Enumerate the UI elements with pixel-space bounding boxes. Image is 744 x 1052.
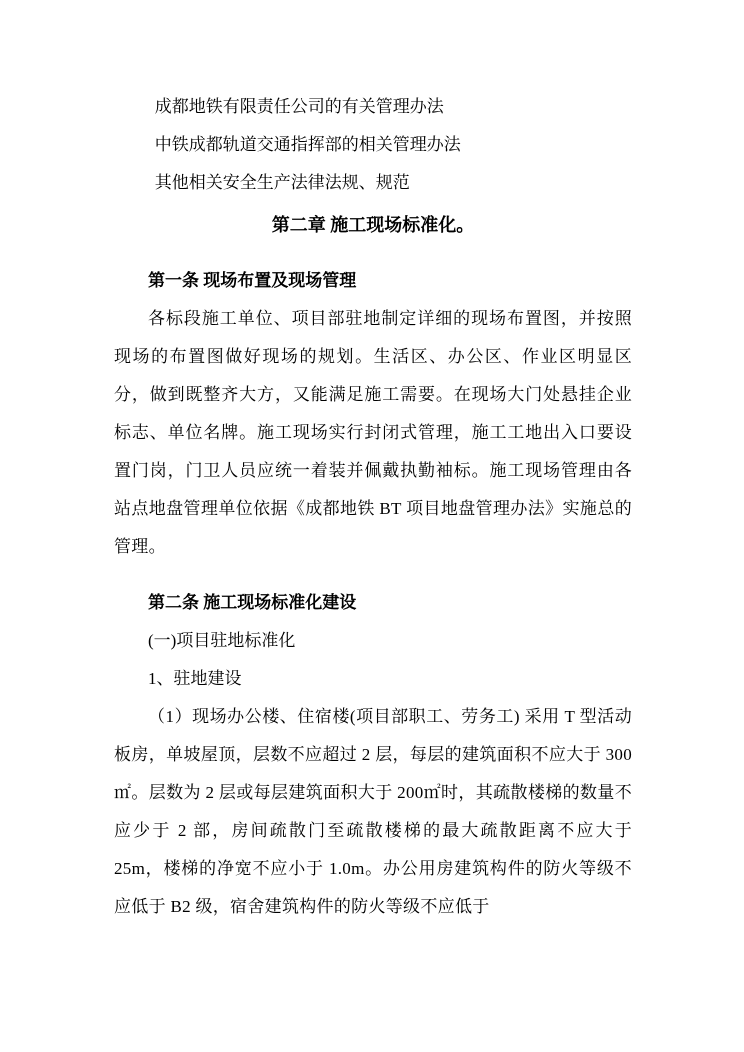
intro-list-item-3: 其他相关安全生产法律法规、规范 [154,173,410,192]
section-2-subheading-1: (一)项目驻地标准化 [148,631,296,650]
chapter-title: 第二章 施工现场标准化。 [271,215,475,235]
section-2-heading: 第二条 施工现场标准化建设 [148,593,357,612]
section-1-paragraph: 各标段施工单位、项目部驻地制定详细的现场布置图，并按照现场的布置图做好现场的规划。生活区、办公区、作业区明显区分，做到既整齐大方，又能满足施工需要。在现场大门处悬挂企业标志、单位名牌。施工现场实行封闭式管理，施工工地出入口要设置门岗，门卫人员应统一着装并佩戴执勤袖标。施工现场管理由各站点地盘管理单位依据《成都地铁 BT 项目地盘管理办法》实施总的管理。 [114,309,632,556]
intro-list-item-2: 中铁成都轨道交通指挥部的相关管理办法 [154,135,461,154]
section-2-paragraph: （1）现场办公楼、住宿楼(项目部职工、劳务工) 采用 T 型活动板房，单坡屋顶，层数不应超过 2 层，每层的建筑面积不应大于 300㎡。层数为 2 层或每层建筑面积大于 200㎡时，其疏散楼梯的数量不应少于 2 部，房间疏散门至疏散楼梯的最大疏散距离不应大于 25m，楼梯的净宽不应小于 1.0m。办公用房建筑构件的防火等级不应低于 B2 级，宿舍建筑构件的防火等级不应低于 [114,707,632,916]
intro-list-item-1: 成都地铁有限责任公司的有关管理办法 [154,97,444,116]
section-2-subheading-2: 1、驻地建设 [148,669,242,688]
section-1-heading: 第一条 现场布置及现场管理 [148,271,357,290]
